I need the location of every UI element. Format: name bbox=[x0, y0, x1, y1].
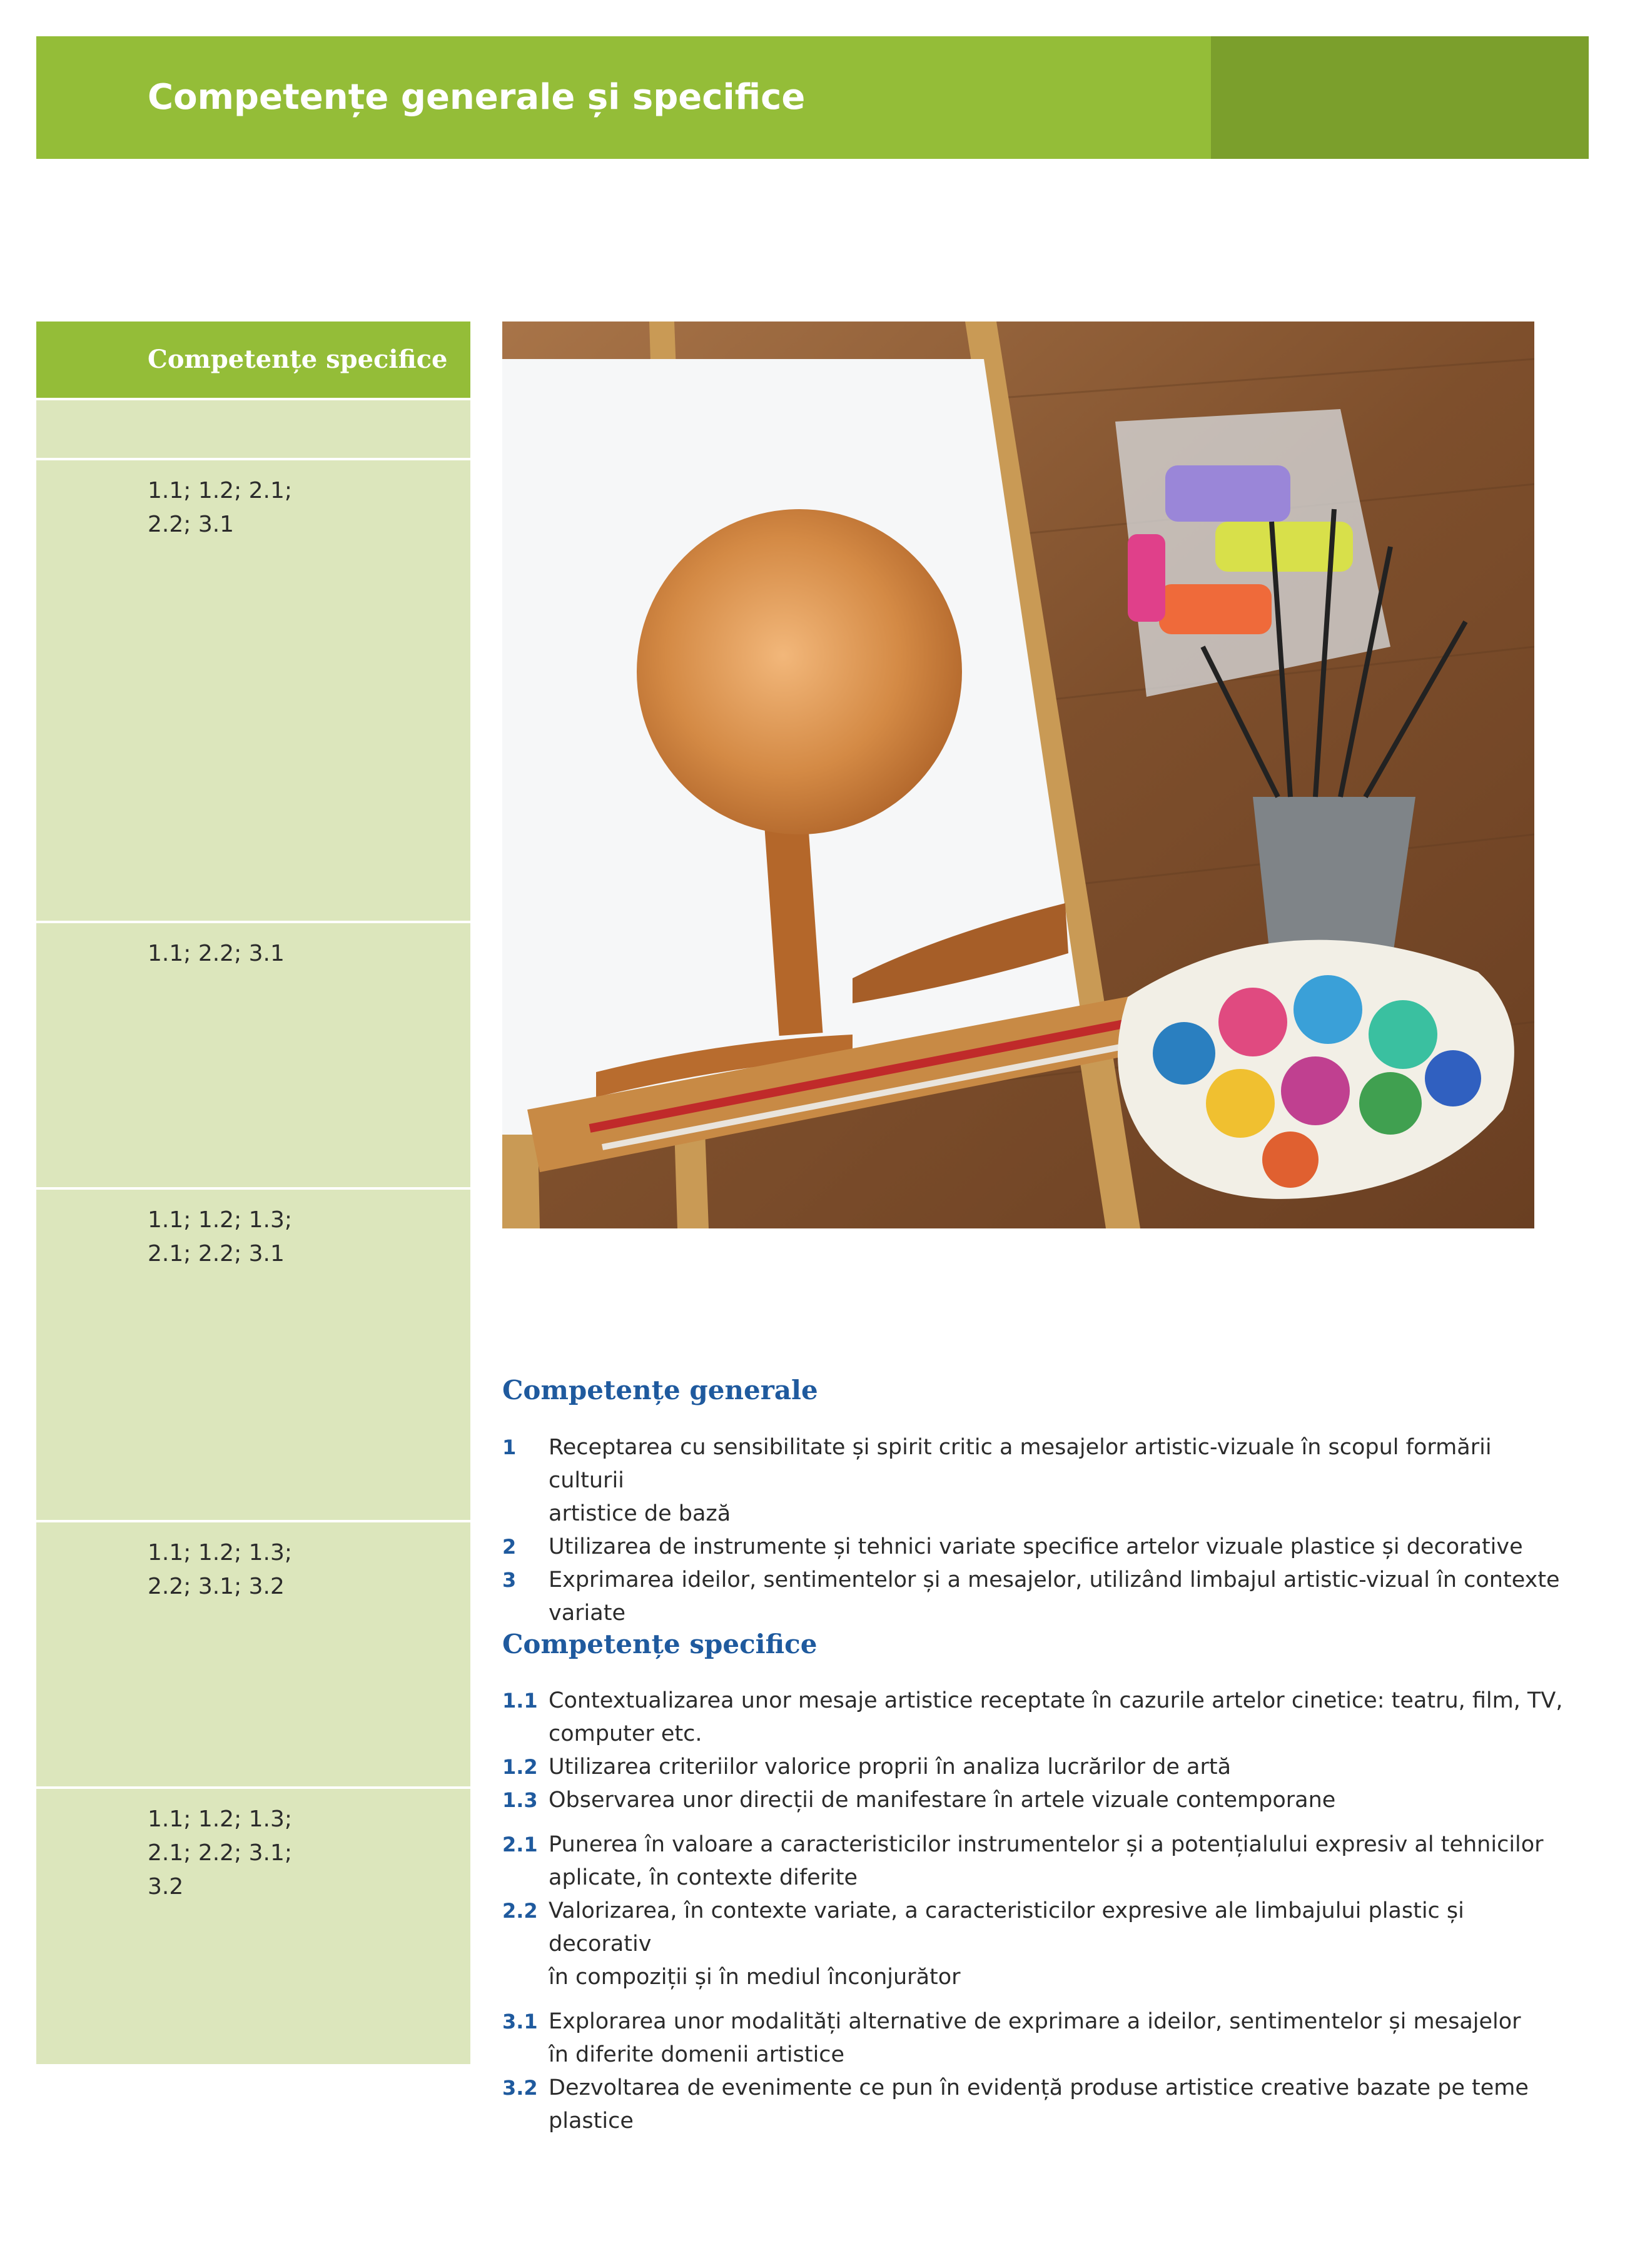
list-item bbox=[502, 1828, 1566, 1895]
page-header bbox=[36, 36, 1589, 159]
table-row bbox=[36, 458, 470, 921]
list-item bbox=[502, 2072, 1566, 2138]
list-item bbox=[502, 1895, 1566, 1994]
item-line: Dezvoltarea de evenimente ce pun în evidență produse artistice creative bazate pe teme plastice bbox=[549, 2075, 1529, 2134]
item-number: 3.2 bbox=[502, 2076, 538, 2100]
item-line: Utilizarea de instrumente și tehnici variate specifice artelor vizuale plastice și decorative bbox=[549, 1534, 1523, 1559]
item-number: 2 bbox=[502, 1535, 517, 1559]
table-row bbox=[36, 1520, 470, 1786]
item-line: Punerea în valoare a caracteristicilor instrumentelor și a potențialului expresiv al tehnicilor bbox=[549, 1832, 1544, 1857]
table-cell-line: 1.1; 1.2; 1.3; bbox=[148, 1806, 293, 1832]
table-cell-line: 3.2 bbox=[148, 1874, 184, 1900]
table-cell-line: 2.1; 2.2; 3.1 bbox=[148, 1241, 285, 1267]
easel-painting-illustration bbox=[502, 321, 1534, 1228]
list-item bbox=[502, 1531, 1566, 1564]
table-row bbox=[36, 1187, 470, 1520]
item-number: 3 bbox=[502, 1568, 517, 1592]
general-competences-title: Competențe generale bbox=[502, 1375, 818, 1405]
general-competences-list bbox=[502, 1431, 1566, 1630]
table-cell-line: 1.1; 1.2; 1.3; bbox=[148, 1207, 293, 1233]
easel-painting-photo bbox=[502, 321, 1534, 1228]
list-item bbox=[502, 1751, 1566, 1784]
item-line: Contextualizarea unor mesaje artistice receptate în cazurile artelor cinetice: teatru, film, TV, bbox=[549, 1688, 1563, 1713]
item-line: Valorizarea, în contexte variate, a caracteristicilor expresive ale limbajului plastic și decorativ bbox=[549, 1898, 1464, 1957]
header-accent-block bbox=[1211, 36, 1589, 159]
table-cell-line: 2.1; 2.2; 3.1; bbox=[148, 1840, 293, 1866]
item-number: 1 bbox=[502, 1435, 517, 1459]
list-item bbox=[502, 1564, 1566, 1630]
table-row bbox=[36, 921, 470, 1187]
item-number: 2.2 bbox=[502, 1899, 538, 1923]
list-item bbox=[502, 1784, 1566, 1817]
item-line: Explorarea unor modalități alternative de exprimare a ideilor, sentimentelor și mesajelor bbox=[549, 2009, 1521, 2034]
list-item bbox=[502, 1431, 1566, 1531]
item-line: Exprimarea ideilor, sentimentelor și a mesajelor, utilizând limbajul artistic-vizual în contexte bbox=[549, 1567, 1560, 1592]
list-item bbox=[502, 1684, 1566, 1751]
table-heading: Competențe specifice bbox=[36, 321, 470, 398]
page-title: Competențe generale și specifice bbox=[148, 77, 806, 118]
item-number: 1.3 bbox=[502, 1788, 538, 1812]
table-cell-line: 1.1; 1.2; 1.3; bbox=[148, 1540, 293, 1566]
list-item bbox=[502, 2005, 1566, 2072]
item-number: 3.1 bbox=[502, 2010, 538, 2033]
specific-competences-title: Competențe specifice bbox=[502, 1629, 818, 1659]
item-number: 2.1 bbox=[502, 1833, 538, 1856]
item-line: în compoziții și în mediul înconjurător bbox=[549, 1965, 961, 1990]
table-row bbox=[36, 1786, 470, 2064]
item-line: Utilizarea criteriilor valorice proprii în analiza lucrărilor de artă bbox=[549, 1754, 1232, 1779]
table-row bbox=[36, 398, 470, 458]
item-number: 1.2 bbox=[502, 1755, 538, 1779]
item-number: 1.1 bbox=[502, 1689, 538, 1713]
specific-competences-list bbox=[502, 1684, 1566, 2138]
item-line: Observarea unor direcții de manifestare în artele vizuale contemporane bbox=[549, 1788, 1336, 1813]
item-line: Receptarea cu sensibilitate și spirit critic a mesajelor artistic-vizuale în scopul formării culturii bbox=[549, 1435, 1492, 1493]
item-line: aplicate, în contexte diferite bbox=[549, 1865, 858, 1890]
table-cell-line: 1.1; 2.2; 3.1 bbox=[148, 941, 285, 966]
table-cell-line: 2.2; 3.1; 3.2 bbox=[148, 1574, 285, 1599]
specific-competences-table bbox=[36, 321, 470, 2064]
item-line: variate bbox=[549, 1601, 625, 1626]
table-cell-line: 1.1; 1.2; 2.1; bbox=[148, 478, 293, 504]
item-line: artistice de bază bbox=[549, 1501, 731, 1526]
item-line: în diferite domenii artistice bbox=[549, 2042, 845, 2067]
table-cell-line: 2.2; 3.1 bbox=[148, 512, 235, 537]
item-line: computer etc. bbox=[549, 1721, 702, 1746]
